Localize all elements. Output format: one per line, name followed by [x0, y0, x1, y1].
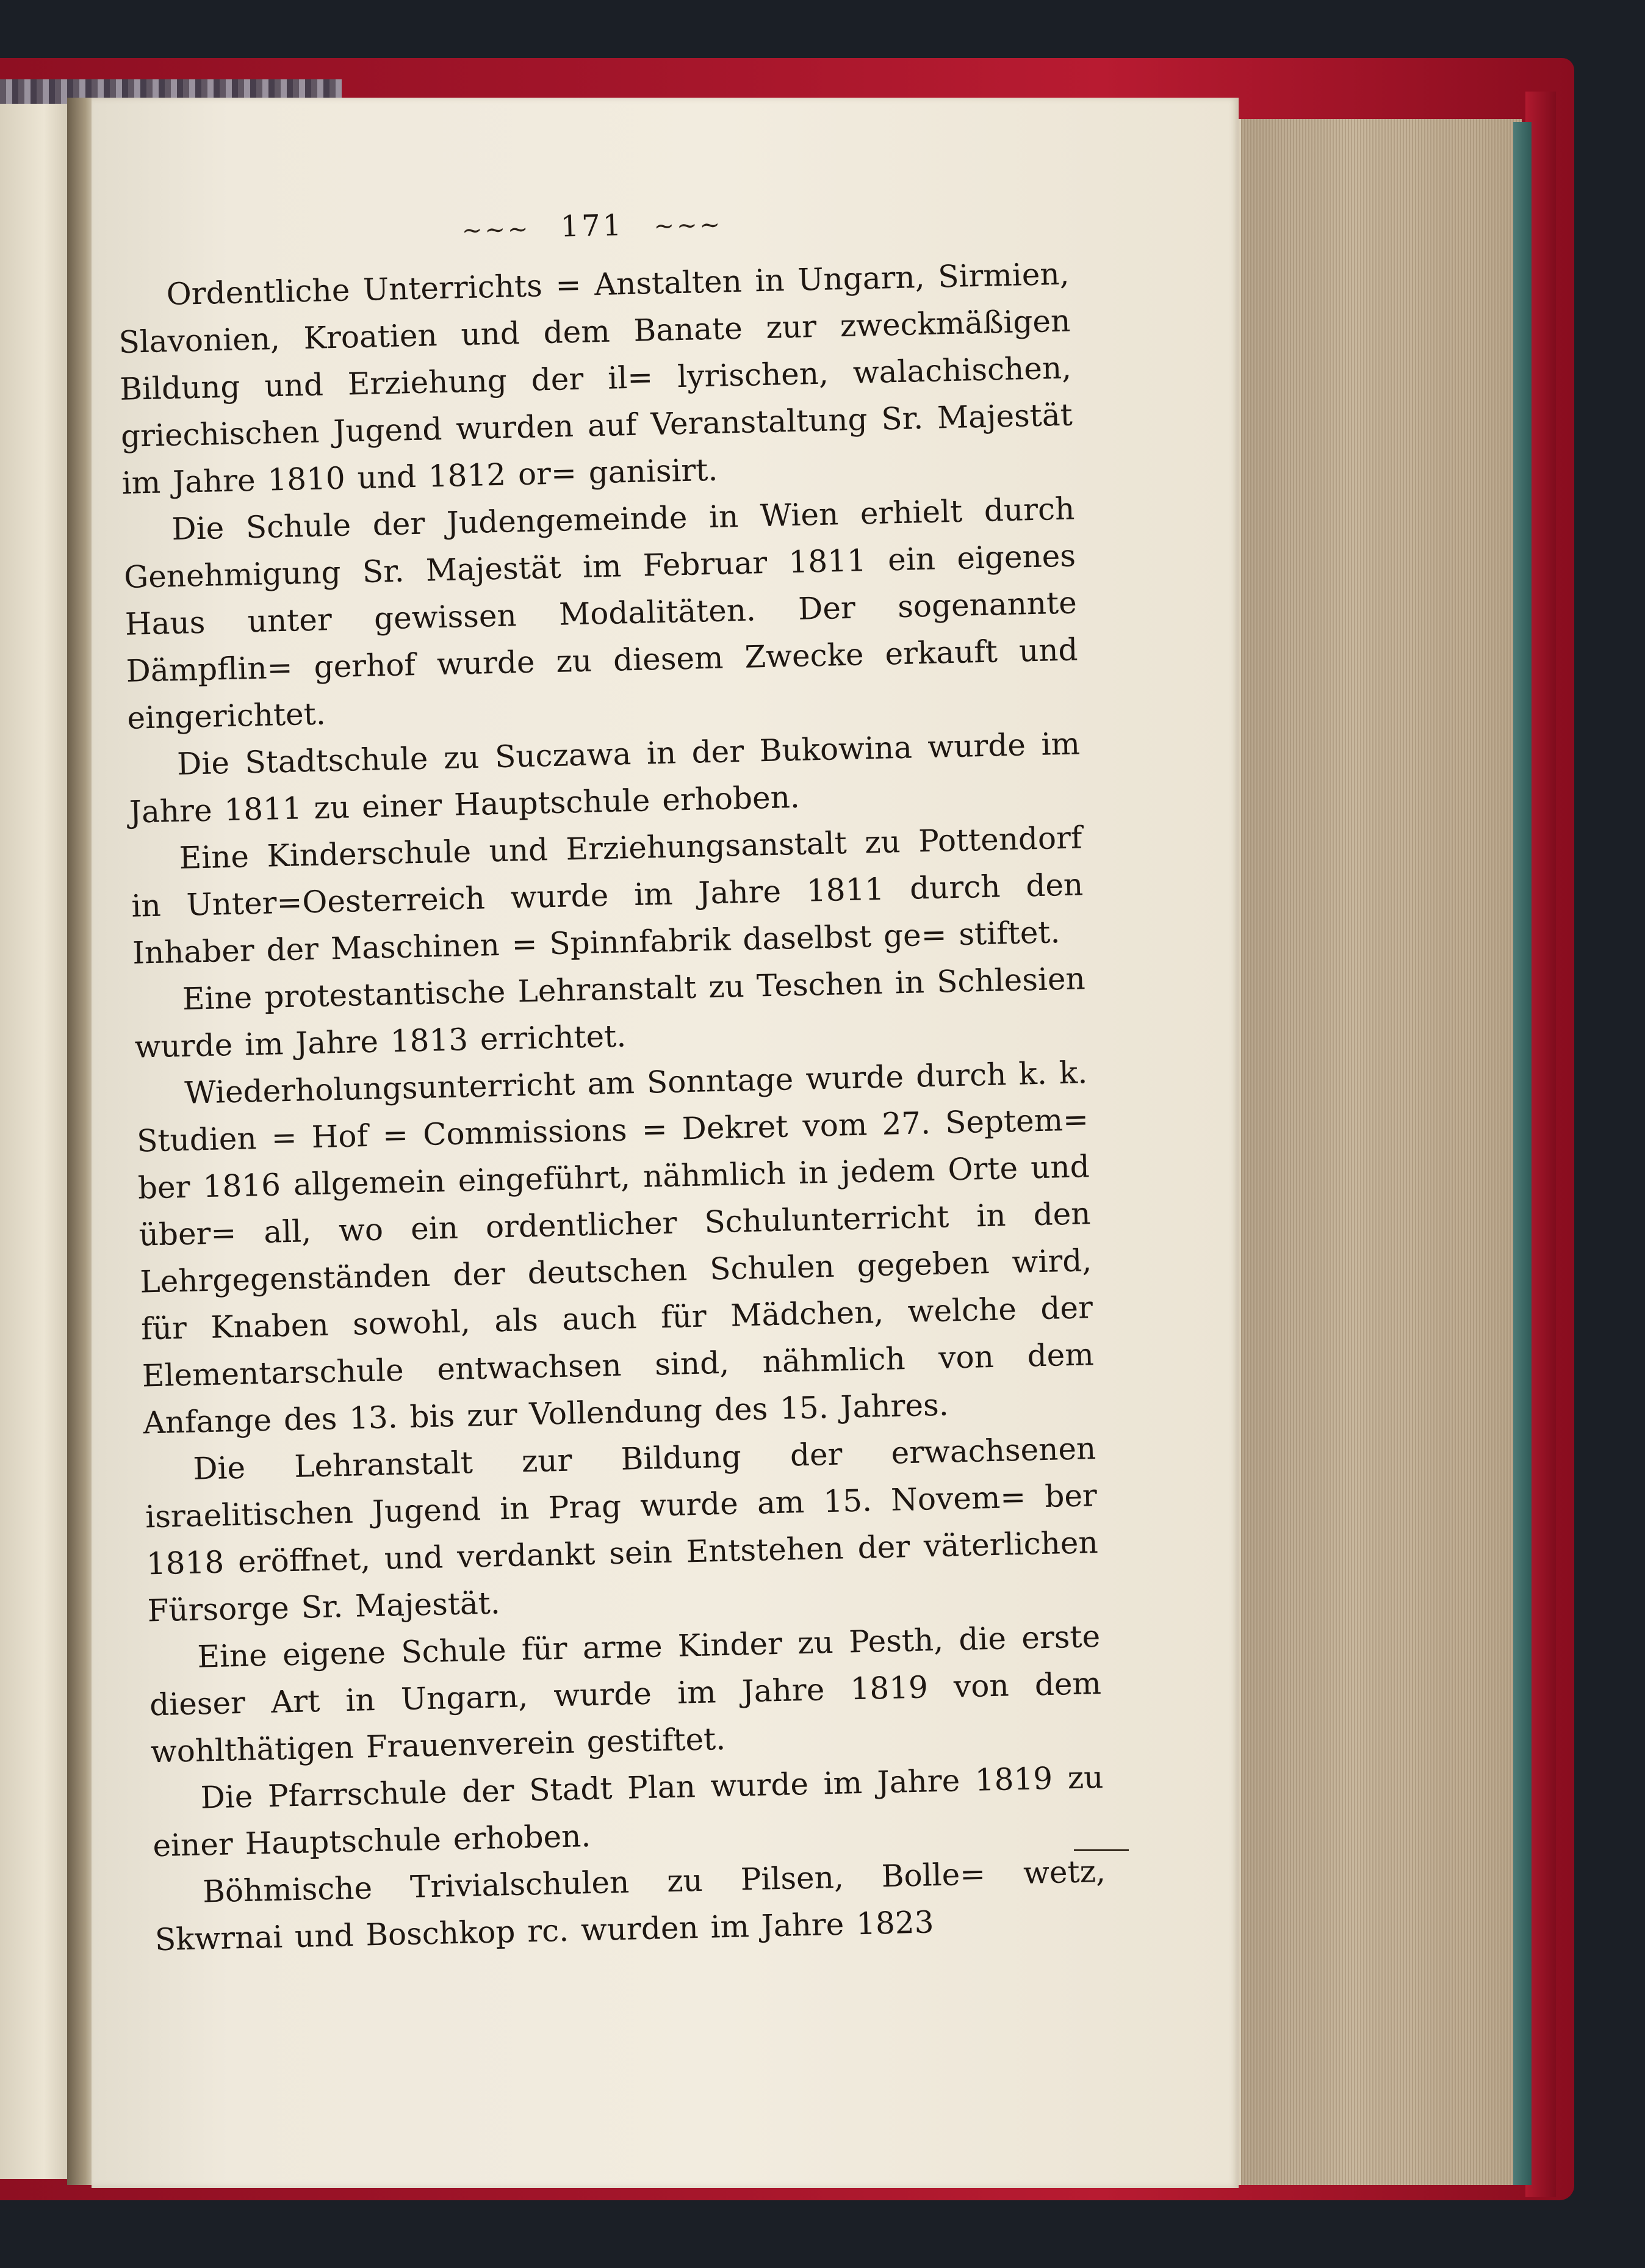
paragraph-9: Die Pfarrschule der Stadt Plan wurde im Jahre 1819 zu einer Hauptschule erhoben. [152, 1759, 1104, 1864]
underline-mark [1074, 1849, 1129, 1851]
board-inner-edge [1513, 122, 1532, 2185]
paragraph-6: Wiederholungsunterricht am Sonntage wurde durch k. k. Studien = Hof = Commissions = Dekret vom 27. Septem= ber 1816 allgemein eingeführt, nähmlich in jedem Orte und über= all, wo ein ordentlicher Schulunterricht in den Lehrgegenständen der deutschen Schulen gegeben wird, für Knaben sowohl, als auch für Mädchen, welche der Elementarschule entwachsen sind, nähmlich von dem Anfange des 13. bis zur Vollendung des 15. Jahres. [136, 1055, 1095, 1441]
header-ornament-left: ~~~ [461, 215, 531, 245]
paragraph-4: Eine Kinderschule und Erziehungsanstalt zu Pottendorf in Unter=Oesterreich wurde im Jahre 1811 durch den Inhaber der Maschinen = Spinnfabrik daselbst ge= stiftet. [131, 820, 1084, 971]
paragraph-1: Ordentliche Unterrichts = Anstalten in Ungarn, Sirmien, Slavonien, Kroatien und dem Banate zur zweckmäßigen Bildung und Erziehung der il= lyrischen, walachischen, griechischen Jugend wurden auf Veranstaltung Sr. Majestät im Jahre 1810 und 1812 or= ganisirt. [118, 256, 1073, 501]
paragraph-10: Böhmische Trivialschulen zu Pilsen, Bolle= wetz, Skwrnai und Boschkop rc. wurden im Jahre 1823 [154, 1853, 1106, 1958]
paragraph-3: Die Stadtschule zu Suczawa in der Bukowina wurde im Jahre 1811 zu einer Hauptschule erhoben. [129, 726, 1081, 830]
page-block-edges [1239, 119, 1522, 2185]
left-page-edge [0, 104, 73, 2179]
paragraph-7: Die Lehranstalt zur Bildung der erwachsenen israelitischen Jugend in Prag wurde am 15. Novem= ber 1818 eröffnet, und verdankt sein Entstehen der väterlichen Fürsorge Sr. Majestät. [145, 1431, 1099, 1629]
paragraph-5: Eine protestantische Lehranstalt zu Teschen in Schlesien wurde im Jahre 1813 errichtet. [134, 961, 1086, 1065]
page-text-block [116, 198, 1107, 1964]
page-number: 171 [560, 208, 624, 244]
header-ornament-right: ~~~ [653, 211, 723, 240]
paragraph-2: Die Schule der Judengemeinde in Wien erhielt durch Genehmigung Sr. Majestät im Februar 1811 ein eigenes Haus unter gewissen Modalitäten. Der sogenannte Dämpflin= gerhof wurde zu diesem Zwecke erkauft und eingerichtet. [123, 491, 1079, 736]
paragraph-8: Eine eigene Schule für arme Kinder zu Pesth, die erste dieser Art in Ungarn, wurde im Jahre 1819 von dem wohlthätigen Frauenverein gestiftet. [149, 1619, 1102, 1770]
